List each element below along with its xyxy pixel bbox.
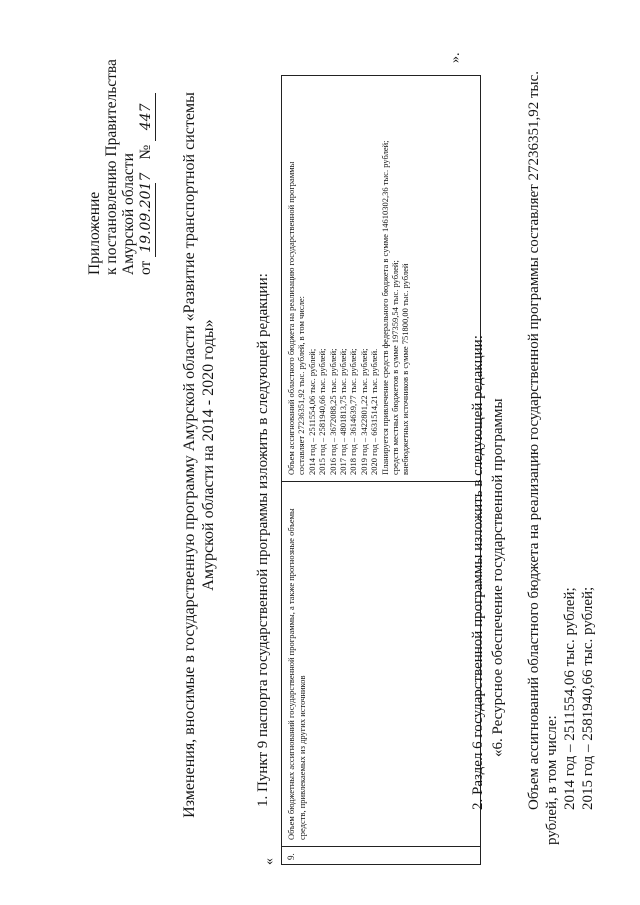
appendix-date-number-line [137,59,156,275]
section6-instruction: 2. Раздел 6 государственной программы изложить в следующей редакции: [470,335,486,810]
funding-year-2014: 2014 год – 2511554,06 тыс. рублей; [562,587,578,810]
content-line: 2019 год – 3422801,22 тыс. рублей; [358,348,369,475]
table-row-label: Объем бюджетных ассигнований государственной программы, а также прогнозные объемы средств, привлекаемых из других источников [282,481,480,846]
content-line: 2017 год – 4801813,75 тыс. рублей; [338,348,349,475]
content-line: 2016 год – 3672088,25 тыс. рублей; [327,348,338,475]
content-line: 2015 год – 2581940,66 тыс. рублей; [317,348,328,475]
appendix-title: Приложение [86,191,103,275]
table-row-number: 9. [282,846,480,864]
opening-quote: « [262,858,277,865]
content-line: 2014 год – 2511554,06 тыс. рублей; [306,348,317,475]
decree-number-handwritten: 447 [138,93,156,141]
decree-date-handwritten: 19.09.2017 [138,183,156,257]
funding-paragraph [525,71,597,845]
content-line: Планируется привлечение средств федерального бюджета в сумме 14610302,36 тыс. рублей; [379,140,390,475]
closing-quote: ». [448,52,463,63]
content-line: 2020 год – 6631514,21 тыс. рублей. [369,348,380,475]
content-line: Объем ассигнований областного бюджета на реализацию государственной программы [286,161,296,475]
from-label: от [137,260,154,275]
funding-line: рублей, в том числе: [544,715,560,845]
content-line: внебюджетных источников в сумме 751800,00 тыс. рублей [400,263,411,475]
content-line: составляет 27236351,92 тыс. рублей, в том числе: [296,296,307,475]
content-line: 2018 год – 3614639,77 тыс. рублей; [348,348,359,475]
appendix-header [86,59,156,275]
passport-table [281,75,481,865]
funding-line: Объем ассигнований областного бюджета на реализацию государственной программы составляет 27236351,92 тыс. [526,71,542,810]
content-line: средств местных бюджетов в сумме 197359,54 тыс. рублей; [390,260,401,475]
funding-year-2015: 2015 год – 2581940,66 тыс. рублей; [580,586,596,810]
section6-title: «6. Ресурсное обеспечение государственной программы [490,398,506,757]
table-row-content [282,76,480,481]
document-title: Изменения, вносимые в государственную программу Амурской области «Развитие транспортной системы Амурской области на 2014 - 2020 годы» [181,92,217,818]
appendix-line-decree: к постановлению Правительства [103,59,120,275]
point9-instruction: 1. Пункт 9 паспорта государственной программы изложить в следующей редакции: [255,273,271,807]
appendix-line-region: Амурской области [120,153,137,275]
number-label: № [137,144,154,160]
